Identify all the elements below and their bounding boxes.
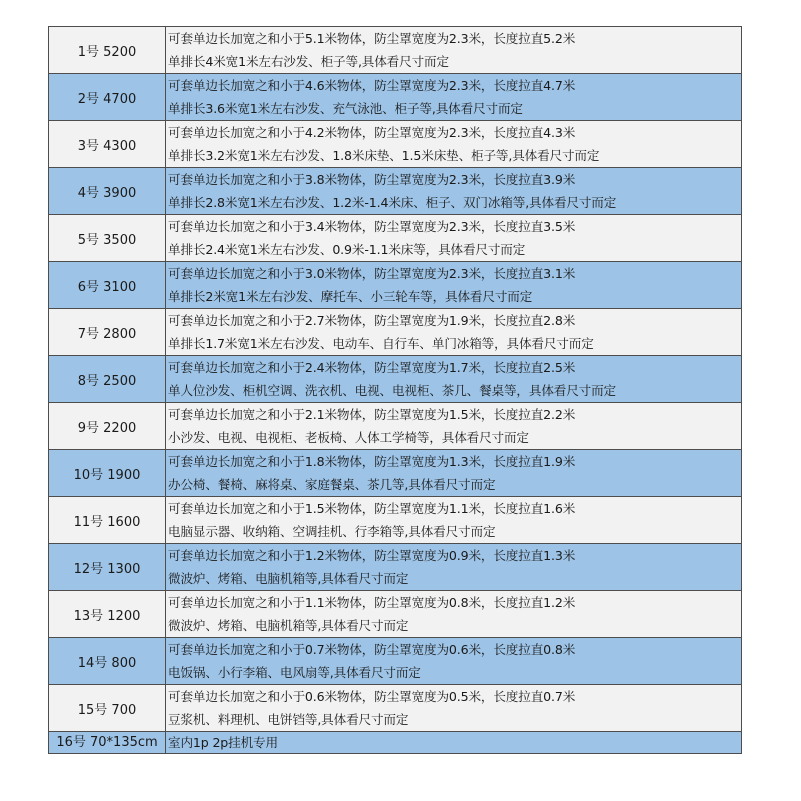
suitable-items-text: 豆浆机、料理机、电饼铛等,具体看尺寸而定	[168, 712, 409, 727]
description-cell	[166, 27, 742, 74]
size-spec-table	[48, 26, 742, 754]
suitable-items-text: 微波炉、烤箱、电脑机箱等,具体看尺寸而定	[168, 571, 409, 586]
size-cell: 5号 3500	[49, 215, 166, 262]
size-cell: 3号 4300	[49, 121, 166, 168]
capacity-text: 可套单边长加宽之和小于3.0米物体，防尘罩宽度为2.3米，长度拉直3.1米	[168, 266, 576, 281]
description-cell	[166, 497, 742, 544]
capacity-text: 室内1p 2p挂机专用	[168, 734, 278, 750]
capacity-text: 可套单边长加宽之和小于0.7米物体，防尘罩宽度为0.6米，长度拉直0.8米	[168, 642, 576, 657]
size-cell: 1号 5200	[49, 27, 166, 74]
table-row	[49, 356, 742, 403]
description-cell	[166, 638, 742, 685]
size-cell: 11号 1600	[49, 497, 166, 544]
description-cell	[166, 121, 742, 168]
size-cell: 16号 70*135cm	[49, 732, 166, 754]
capacity-text: 可套单边长加宽之和小于2.4米物体，防尘罩宽度为1.7米，长度拉直2.5米	[168, 360, 576, 375]
capacity-text: 可套单边长加宽之和小于4.2米物体，防尘罩宽度为2.3米，长度拉直4.3米	[168, 125, 576, 140]
suitable-items-text: 微波炉、烤箱、电脑机箱等,具体看尺寸而定	[168, 618, 409, 633]
description-cell	[166, 685, 742, 732]
capacity-text: 可套单边长加宽之和小于1.2米物体，防尘罩宽度为0.9米，长度拉直1.3米	[168, 548, 576, 563]
description-cell	[166, 74, 742, 121]
description-cell	[166, 168, 742, 215]
table-row	[49, 309, 742, 356]
size-cell: 7号 2800	[49, 309, 166, 356]
size-cell: 8号 2500	[49, 356, 166, 403]
capacity-text: 可套单边长加宽之和小于4.6米物体，防尘罩宽度为2.3米，长度拉直4.7米	[168, 78, 576, 93]
suitable-items-text: 单排长3.6米宽1米左右沙发、充气泳池、柜子等,具体看尺寸而定	[168, 101, 523, 116]
size-cell: 9号 2200	[49, 403, 166, 450]
size-cell: 15号 700	[49, 685, 166, 732]
table-row	[49, 732, 742, 754]
table-body	[49, 27, 742, 754]
suitable-items-text: 单排长1.7米宽1米左右沙发、电动车、自行车、单门冰箱等，具体看尺寸而定	[168, 336, 594, 351]
size-cell: 12号 1300	[49, 544, 166, 591]
capacity-text: 可套单边长加宽之和小于2.1米物体，防尘罩宽度为1.5米，长度拉直2.2米	[168, 407, 576, 422]
table-row	[49, 638, 742, 685]
size-cell: 6号 3100	[49, 262, 166, 309]
capacity-text: 可套单边长加宽之和小于3.8米物体，防尘罩宽度为2.3米，长度拉直3.9米	[168, 172, 576, 187]
description-cell	[166, 732, 742, 754]
table-row	[49, 215, 742, 262]
description-cell	[166, 544, 742, 591]
capacity-text: 可套单边长加宽之和小于1.1米物体，防尘罩宽度为0.8米，长度拉直1.2米	[168, 595, 576, 610]
table-row	[49, 544, 742, 591]
size-cell: 14号 800	[49, 638, 166, 685]
description-cell	[166, 450, 742, 497]
capacity-text: 可套单边长加宽之和小于1.5米物体，防尘罩宽度为1.1米，长度拉直1.6米	[168, 501, 576, 516]
capacity-text: 可套单边长加宽之和小于1.8米物体，防尘罩宽度为1.3米，长度拉直1.9米	[168, 454, 576, 469]
suitable-items-text: 单排长2米宽1米左右沙发、摩托车、小三轮车等，具体看尺寸而定	[168, 289, 533, 304]
table-row	[49, 403, 742, 450]
suitable-items-text: 单排长3.2米宽1米左右沙发、1.8米床垫、1.5米床垫、柜子等,具体看尺寸而定	[168, 148, 600, 163]
capacity-text: 可套单边长加宽之和小于3.4米物体，防尘罩宽度为2.3米，长度拉直3.5米	[168, 219, 576, 234]
suitable-items-text: 办公椅、餐椅、麻将桌、家庭餐桌、茶几等,具体看尺寸而定	[168, 477, 496, 492]
description-cell	[166, 591, 742, 638]
suitable-items-text: 单人位沙发、柜机空调、洗衣机、电视、电视柜、茶几、餐桌等，具体看尺寸而定	[168, 383, 616, 398]
table-row	[49, 74, 742, 121]
capacity-text: 可套单边长加宽之和小于2.7米物体，防尘罩宽度为1.9米，长度拉直2.8米	[168, 313, 576, 328]
suitable-items-text: 单排长4米宽1米左右沙发、柜子等,具体看尺寸而定	[168, 54, 449, 69]
size-cell: 13号 1200	[49, 591, 166, 638]
description-cell	[166, 403, 742, 450]
capacity-text: 可套单边长加宽之和小于5.1米物体，防尘罩宽度为2.3米，长度拉直5.2米	[168, 31, 576, 46]
table-row	[49, 121, 742, 168]
description-cell	[166, 215, 742, 262]
description-cell	[166, 262, 742, 309]
suitable-items-text: 单排长2.4米宽1米左右沙发、0.9米-1.1米床等，具体看尺寸而定	[168, 242, 526, 257]
suitable-items-text: 电脑显示器、收纳箱、空调挂机、行李箱等,具体看尺寸而定	[168, 524, 496, 539]
table-row	[49, 27, 742, 74]
description-cell	[166, 356, 742, 403]
table-row	[49, 262, 742, 309]
size-cell: 2号 4700	[49, 74, 166, 121]
capacity-text: 可套单边长加宽之和小于0.6米物体，防尘罩宽度为0.5米，长度拉直0.7米	[168, 689, 576, 704]
suitable-items-text: 电饭锅、小行李箱、电风扇等,具体看尺寸而定	[168, 665, 421, 680]
size-cell: 4号 3900	[49, 168, 166, 215]
table-row	[49, 685, 742, 732]
table-row	[49, 497, 742, 544]
suitable-items-text: 小沙发、电视、电视柜、老板椅、人体工学椅等，具体看尺寸而定	[168, 430, 529, 445]
description-cell	[166, 309, 742, 356]
table-row	[49, 450, 742, 497]
table-row	[49, 168, 742, 215]
size-cell: 10号 1900	[49, 450, 166, 497]
table-row	[49, 591, 742, 638]
suitable-items-text: 单排长2.8米宽1米左右沙发、1.2米-1.4米床、柜子、双门冰箱等,具体看尺寸而定	[168, 195, 617, 210]
